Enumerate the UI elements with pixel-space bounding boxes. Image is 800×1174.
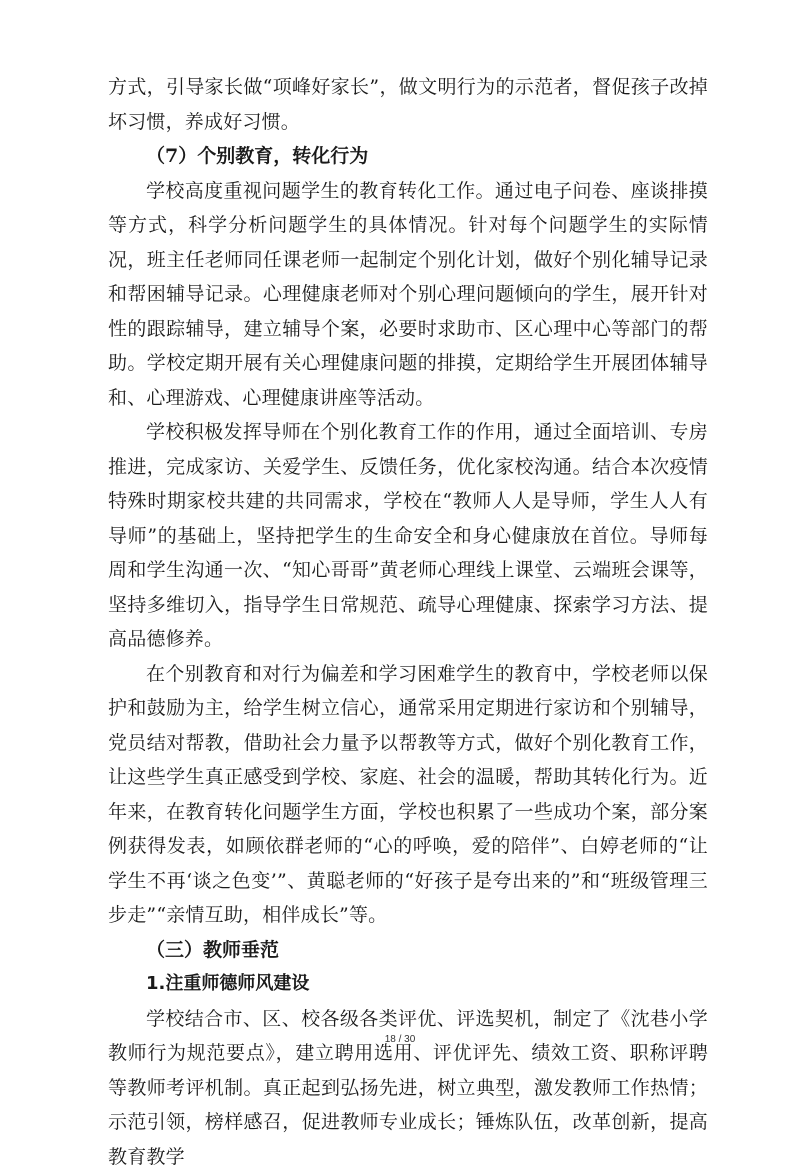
paragraph-mentor-role: 学校积极发挥导师在个别化教育工作的作用，通过全面培训、专房推进，完成家访、关爱学生、反馈任务，优化家校沟通。结合本次疫情特殊时期家校共建的共同需求，学校在“教师人人是导师，学生人人有导师”的基础上，坚持把学生的生命安全和身心健康放在首位。导师每周和学生沟通一次、“知心哥哥”黄老师心理线上课堂、云端班会课等，坚持多维切入，指导学生日常规范、疏导心理健康、探索学习方法、提高品德修养。 [108, 415, 708, 657]
paragraph-problem-students: 学校高度重视问题学生的教育转化工作。通过电子问卷、座谈排摸等方式，科学分析问题学生的具体情况。针对每个问题学生的实际情况，班主任老师同任课老师一起制定个别化计划，做好个别化辅导记录和帮困辅导记录。心理健康老师对个别心理问题倾向的学生，展开针对性的跟踪辅导，建立辅导个案，必要时求助市、区心理中心等部门的帮助。学校定期开展有关心理健康问题的排摸，定期给学生开展团体辅导和、心理游戏、心理健康讲座等活动。 [108, 174, 708, 416]
paragraph-family-guidance: 方式，引导家长做“项峰好家长”，做文明行为的示范者，督促孩子改掉坏习惯，养成好习惯。 [108, 70, 708, 139]
subsection-heading-ethics: 1.注重师德师风建设 [108, 967, 708, 1002]
paragraph-teacher-evaluation: 学校结合市、区、校各级各类评优、评选契机，制定了《沈巷小学教师行为规范要点》，建立聘用选用、评优评先、绩效工资、职称评聘等教师考评机制。真正起到弘扬先进，树立典型，激发教师工作热情；示范引领，榜样感召，促进教师专业成长；锤炼队伍，改革创新，提高教育教学 [108, 1002, 708, 1174]
page-number: 18 / 30 [0, 1034, 800, 1045]
paragraph-behavior-correction: 在个别教育和对行为偏差和学习困难学生的教育中，学校老师以保护和鼓励为主，给学生树立信心，通常采用定期进行家访和个别辅导，党员结对帮教，借助社会力量予以帮教等方式，做好个别化教育工作，让这些学生真正感受到学校、家庭、社会的温暖，帮助其转化行为。近年来，在教育转化问题学生方面，学校也积累了一些成功个案，部分案例获得发表，如顾依群老师的“心的呼唤，爱的陪伴”、白婷老师的“让学生不再‘谈之色变’”、黄聪老师的“好孩子是夸出来的”和“班级管理三步走”“亲情互助，相伴成长”等。 [108, 657, 708, 933]
page-body [108, 70, 708, 1174]
section-heading-teacher-example: （三）教师垂范 [108, 933, 708, 968]
section-heading-individual-education: （7）个别教育，转化行为 [108, 139, 708, 174]
